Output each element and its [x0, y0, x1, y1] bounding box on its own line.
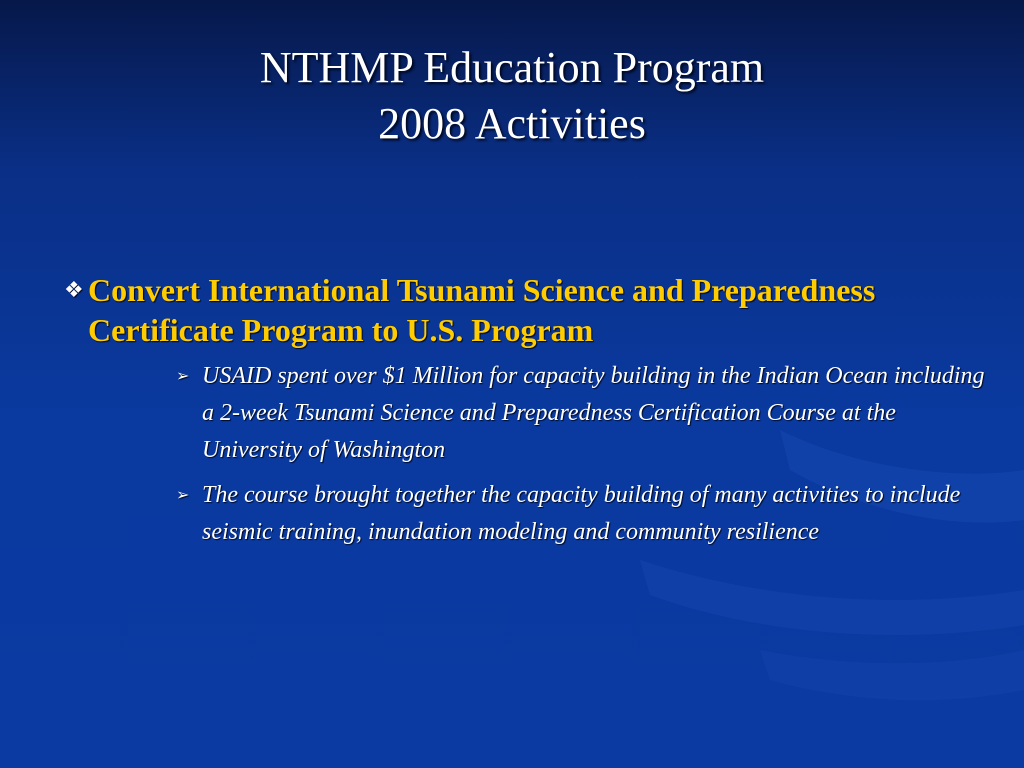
sub-bullet-text: The course brought together the capacity building of many activities to include seismic training, inundation modeling and community resilience — [202, 482, 961, 545]
main-bullet — [60, 270, 980, 350]
title-line-2: 2008 Activities — [378, 99, 646, 148]
main-bullet-text: Convert International Tsunami Science and Preparedness Certificate Program to U.S. Program — [88, 272, 876, 348]
sub-bullet-course — [176, 477, 992, 551]
arrow-bullet-icon: ➢ — [176, 487, 190, 504]
slide-content — [60, 270, 985, 551]
diamond-bullet-icon: ❖ — [64, 277, 84, 302]
arrow-bullet-icon: ➢ — [176, 368, 190, 385]
title-line-1: NTHMP Education Program — [259, 43, 765, 92]
sub-bullet-text: USAID spent over $1 Million for capacity building in the Indian Ocean including a 2-week Tsunami Science and Preparedness Certification Course at the University of Washington — [202, 363, 985, 463]
slide-title — [0, 40, 1024, 152]
sub-bullet-usaid — [176, 358, 992, 469]
